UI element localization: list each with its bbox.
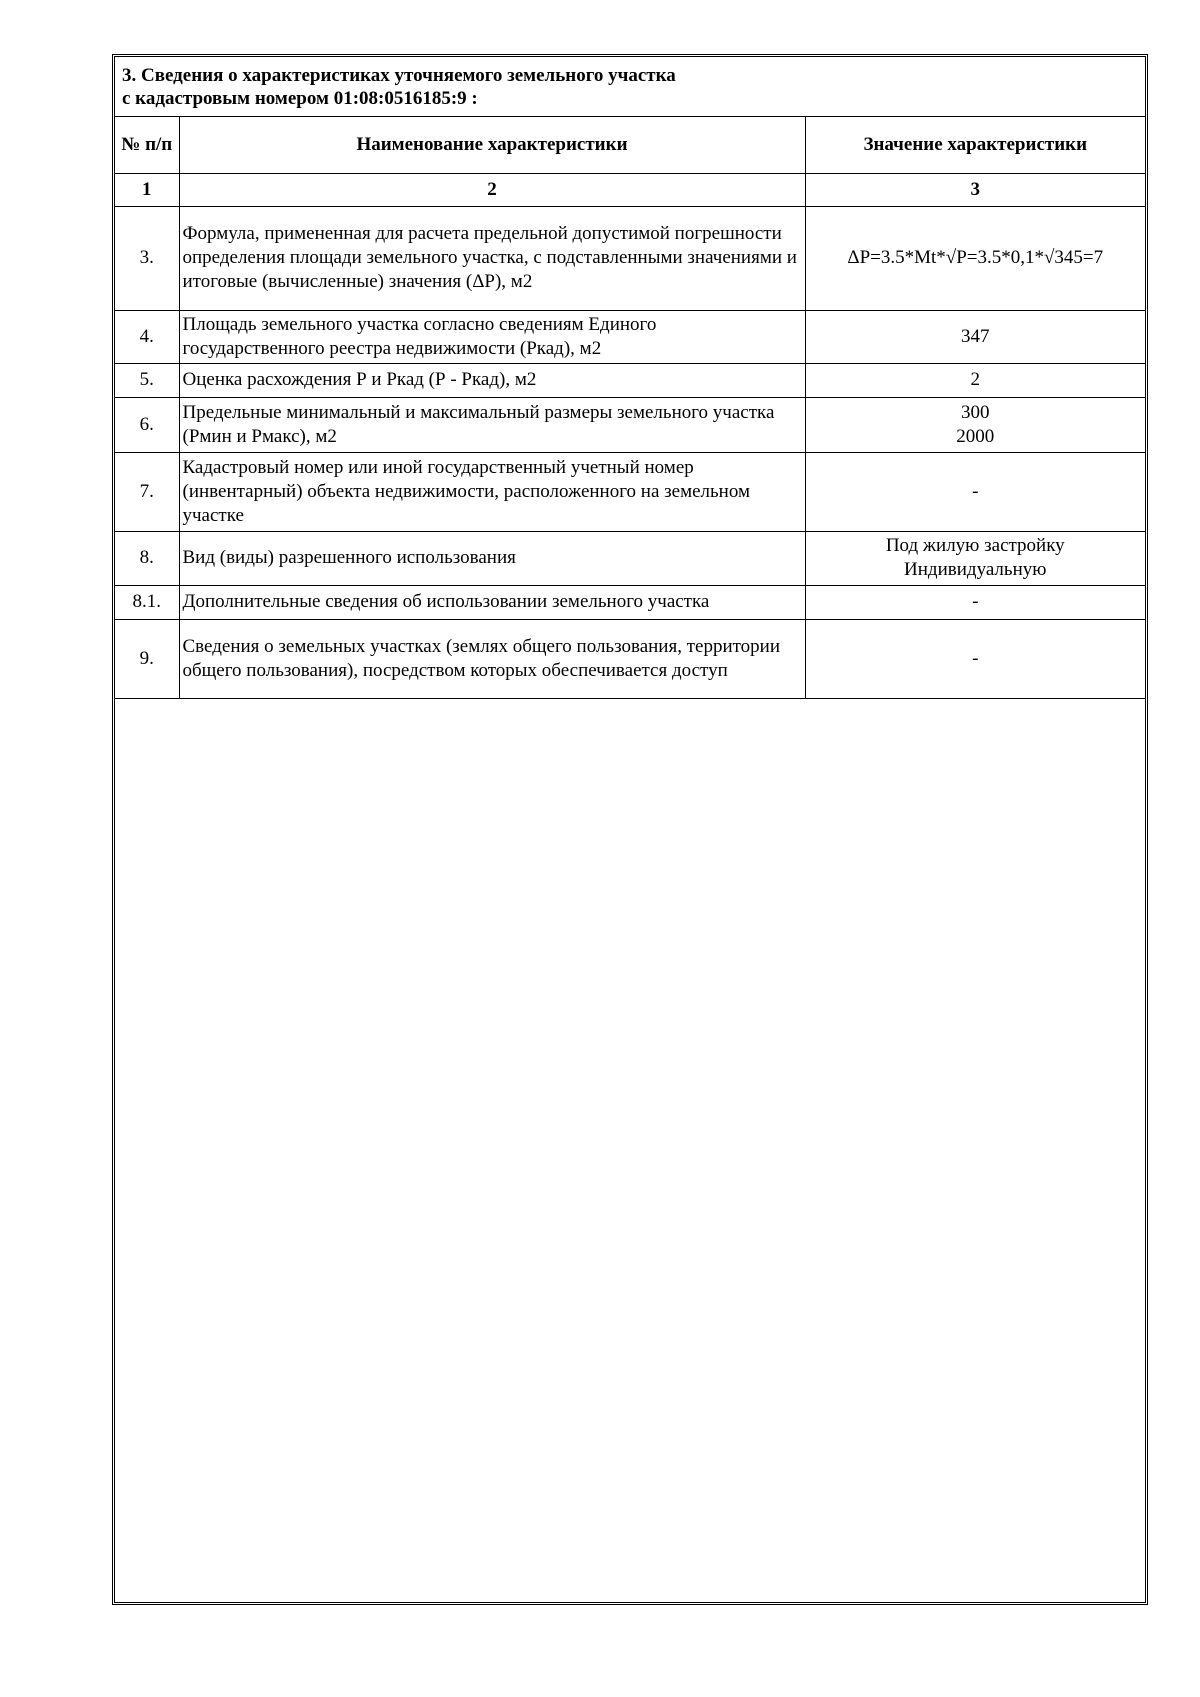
characteristics-table — [115, 117, 1145, 699]
characteristic-value — [805, 531, 1145, 585]
table-row — [115, 397, 1145, 452]
row-number: 8.1. — [115, 585, 179, 619]
row-number: 6. — [115, 397, 179, 452]
characteristic-value — [805, 452, 1145, 531]
header-name: Наименование характеристики — [179, 117, 805, 173]
characteristic-name: Вид (виды) разрешенного использования — [179, 531, 805, 585]
row-number: 7. — [115, 452, 179, 531]
value-line: Под жилую застройку — [885, 535, 1065, 556]
column-index-2: 2 — [179, 173, 805, 206]
table-row — [115, 363, 1145, 397]
header-num: № п/п — [115, 117, 179, 173]
header-value: Значение характеристики — [805, 117, 1145, 173]
characteristic-name: Дополнительные сведения об использовании земельного участка — [179, 585, 805, 619]
value-line: - — [972, 647, 979, 669]
value-line: 2 — [970, 369, 980, 390]
section-title — [115, 57, 1145, 117]
characteristic-name: Сведения о земельных участках (землях общего пользования, территории общего пользования), посредством которых обеспечивается доступ — [179, 619, 805, 698]
section-title-line-2: с кадастровым номером 01:08:0516185:9 : — [122, 88, 478, 109]
table-row — [115, 206, 1145, 310]
table-header-row — [115, 117, 1145, 173]
value-line: 347 — [961, 325, 990, 347]
characteristic-value — [805, 206, 1145, 310]
value-line: - — [972, 480, 979, 502]
table-row — [115, 531, 1145, 585]
characteristic-name: Предельные минимальный и максимальный размеры земельного участка (Рмин и Рмакс), м2 — [179, 397, 805, 452]
document-frame — [112, 54, 1148, 1605]
characteristic-name: Формула, примененная для расчета предельной допустимой погрешности определения площади земельного участка, с подставленными значениями и итоговые (вычисленные) значения (ΔP), м2 — [179, 206, 805, 310]
characteristic-value — [805, 397, 1145, 452]
table-row — [115, 619, 1145, 698]
value-line: ΔP=3.5*Mt*√P=3.5*0,1*√345=7 — [847, 247, 1104, 268]
characteristic-value — [805, 619, 1145, 698]
value-line: 300 — [961, 401, 990, 423]
characteristic-name: Кадастровый номер или иной государственный учетный номер (инвентарный) объекта недвижимости, расположенного на земельном участке — [179, 452, 805, 531]
characteristic-name: Оценка расхождения Р и Ркад (Р - Ркад), м2 — [179, 363, 805, 397]
row-number: 4. — [115, 310, 179, 363]
characteristic-name: Площадь земельного участка согласно сведениям Единого государственного реестра недвижимости (Ркад), м2 — [179, 310, 805, 363]
characteristic-value — [805, 363, 1145, 397]
table-row — [115, 585, 1145, 619]
column-index-1: 1 — [115, 173, 179, 206]
table-row — [115, 310, 1145, 363]
row-number: 5. — [115, 363, 179, 397]
row-number: 8. — [115, 531, 179, 585]
column-index-row — [115, 173, 1145, 206]
row-number: 3. — [115, 206, 179, 310]
row-number: 9. — [115, 619, 179, 698]
column-index-3: 3 — [805, 173, 1145, 206]
value-line: - — [972, 591, 979, 612]
characteristic-value — [805, 310, 1145, 363]
table-row — [115, 452, 1145, 531]
section-title-line-1: 3. Сведения о характеристиках уточняемого земельного участка — [122, 65, 676, 86]
value-line: Индивидуальную — [904, 559, 1047, 580]
characteristic-value — [805, 585, 1145, 619]
table-body — [115, 206, 1145, 698]
value-line: 2000 — [956, 425, 995, 447]
